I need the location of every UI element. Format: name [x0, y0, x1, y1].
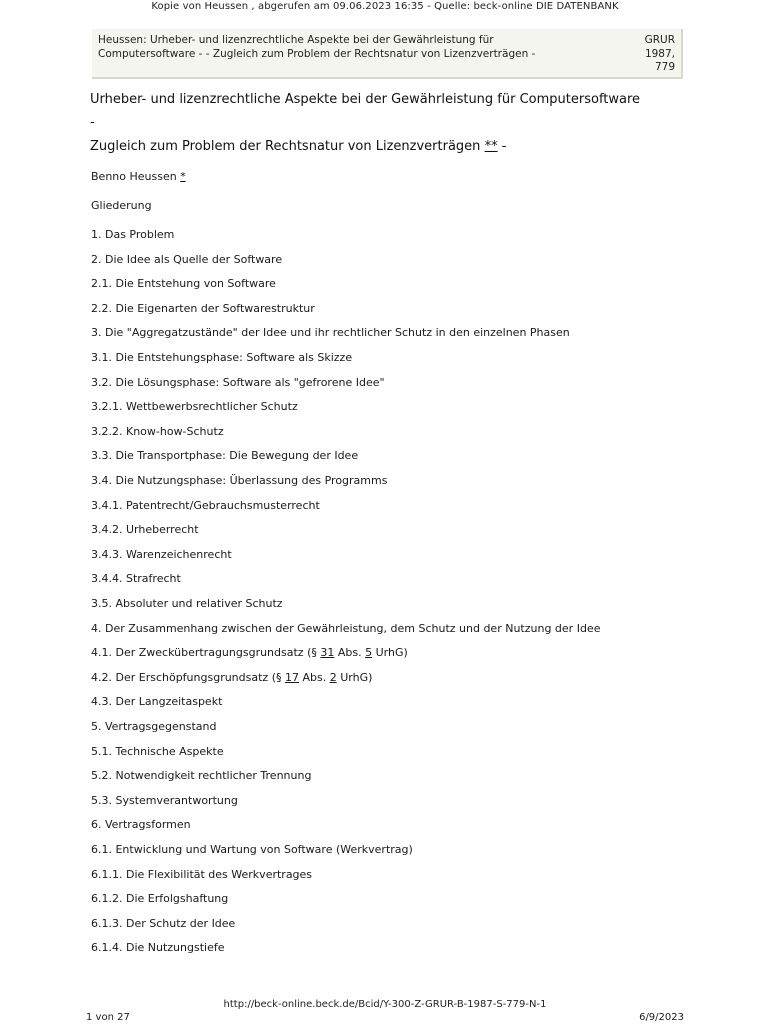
toc-item: 3.5. Absoluter und relativer Schutz — [91, 597, 283, 610]
statute-reference-link[interactable]: 17 — [284, 670, 299, 684]
author-name: Benno Heussen — [91, 170, 181, 183]
toc-item-text: 4.2. Der Erschöpfungsgrundsatz (§ — [91, 670, 285, 684]
footer-date: 6/9/2023 — [639, 1012, 684, 1023]
toc-item: 6. Vertragsformen — [91, 818, 191, 832]
author-line — [91, 169, 186, 185]
toc-item: 5. Vertragsgegenstand — [91, 720, 217, 733]
article-subtitle-text: Zugleich zum Problem der Rechtsnatur von Lizenzverträgen — [90, 139, 485, 154]
toc-item: 3.4.3. Warenzeichenrecht — [91, 547, 232, 561]
toc-item: 6.1.2. Die Erfolgshaftung — [91, 892, 229, 906]
statute-reference-link[interactable]: 2 — [329, 670, 337, 684]
toc-item — [91, 670, 372, 686]
toc-item: 5.3. Systemverantwortung — [91, 793, 238, 807]
article-subtitle-end: - — [497, 139, 507, 154]
article-title-line-1: Urheber- und lizenzrechtliche Aspekte bei der Gewährleistung für Computersoftware — [90, 92, 641, 107]
author-footnote-link[interactable]: * — [180, 170, 186, 183]
toc-item: 2.1. Die Entstehung von Software — [91, 277, 276, 291]
toc-item: 3.2.2. Know-how-Schutz — [91, 424, 224, 438]
toc-item: 3.4.2. Urheberrecht — [91, 523, 199, 537]
title-footnote-link[interactable]: ** — [484, 139, 498, 154]
toc-item: 3.4.1. Patentrecht/Gebrauchsmusterrecht — [91, 498, 320, 512]
toc-item-text: Abs. — [334, 646, 366, 660]
toc-heading: Gliederung — [91, 199, 152, 212]
toc-item-text: 4.1. Der Zweckübertragungsgrundsatz (§ — [91, 646, 321, 660]
print-header-banner: Kopie von Heussen , abgerufen am 09.06.2023 16:35 - Quelle: beck-online DIE DATENBANK — [151, 1, 619, 12]
toc-item: 5.1. Technische Aspekte — [91, 744, 224, 758]
toc-item: 6.1.1. Die Flexibilität des Werkvertrages — [91, 867, 313, 881]
toc-item: 3.2. Die Lösungsphase: Software als "gefrorene Idee" — [91, 375, 385, 389]
footer-url: http://beck-online.beck.de/Bcid/Y-300-Z-GRUR-B-1987-S-779-N-1 — [223, 999, 547, 1010]
citation-year: 1987, — [644, 47, 675, 60]
toc-item: 5.2. Notwendigkeit rechtlicher Trennung — [91, 769, 312, 783]
toc-item-text: UrhG) — [372, 646, 408, 660]
citation-box — [92, 29, 683, 79]
citation-reference — [625, 34, 675, 75]
footer-page-indicator: 1 von 27 — [86, 1012, 130, 1023]
citation-title-line-1: Heussen: Urheber- und lizenzrechtliche Aspekte bei der Gewährleistung für — [98, 34, 494, 46]
citation-page: 779 — [654, 61, 675, 73]
toc-item-text: Abs. — [298, 670, 330, 684]
statute-reference-link[interactable]: 31 — [320, 646, 335, 660]
toc-item: 3.4.4. Strafrecht — [91, 572, 181, 586]
toc-item: 6.1. Entwicklung und Wartung von Software (Werkvertrag) — [91, 843, 413, 856]
toc-item — [91, 645, 408, 661]
toc-item: 2.2. Die Eigenarten der Softwarestruktur — [91, 301, 315, 315]
toc-item: 3.3. Die Transportphase: Die Bewegung der Idee — [91, 449, 359, 463]
toc-item: 6.1.4. Die Nutzungstiefe — [91, 941, 225, 955]
toc-item: 6.1.3. Der Schutz der Idee — [91, 916, 236, 930]
toc-item: 1. Das Problem — [91, 228, 175, 241]
statute-reference-link[interactable]: 5 — [365, 646, 373, 660]
toc-item-text: UrhG) — [336, 670, 373, 684]
toc-item: 3.4. Die Nutzungsphase: Überlassung des Programms — [91, 474, 388, 487]
toc-item: 4. Der Zusammenhang zwischen der Gewährleistung, dem Schutz und der Nutzung der Idee — [91, 621, 601, 635]
toc-item: 4.3. Der Langzeitaspekt — [91, 695, 223, 709]
article-subtitle — [90, 138, 506, 156]
citation-title-line-2: Computersoftware - - Zugleich zum Problem der Rechtsnatur von Lizenzverträgen - — [98, 47, 536, 60]
article-title-line-2: - — [90, 115, 95, 130]
toc-item: 2. Die Idee als Quelle der Software — [91, 252, 283, 266]
citation-title — [98, 34, 618, 61]
toc-item: 3. Die "Aggregatzustände" der Idee und ihr rechtlicher Schutz in den einzelnen Phasen — [91, 326, 570, 340]
toc-item: 3.2.1. Wettbewerbsrechtlicher Schutz — [91, 400, 298, 414]
toc-item: 3.1. Die Entstehungsphase: Software als Skizze — [91, 351, 353, 364]
citation-journal: GRUR — [644, 34, 675, 46]
